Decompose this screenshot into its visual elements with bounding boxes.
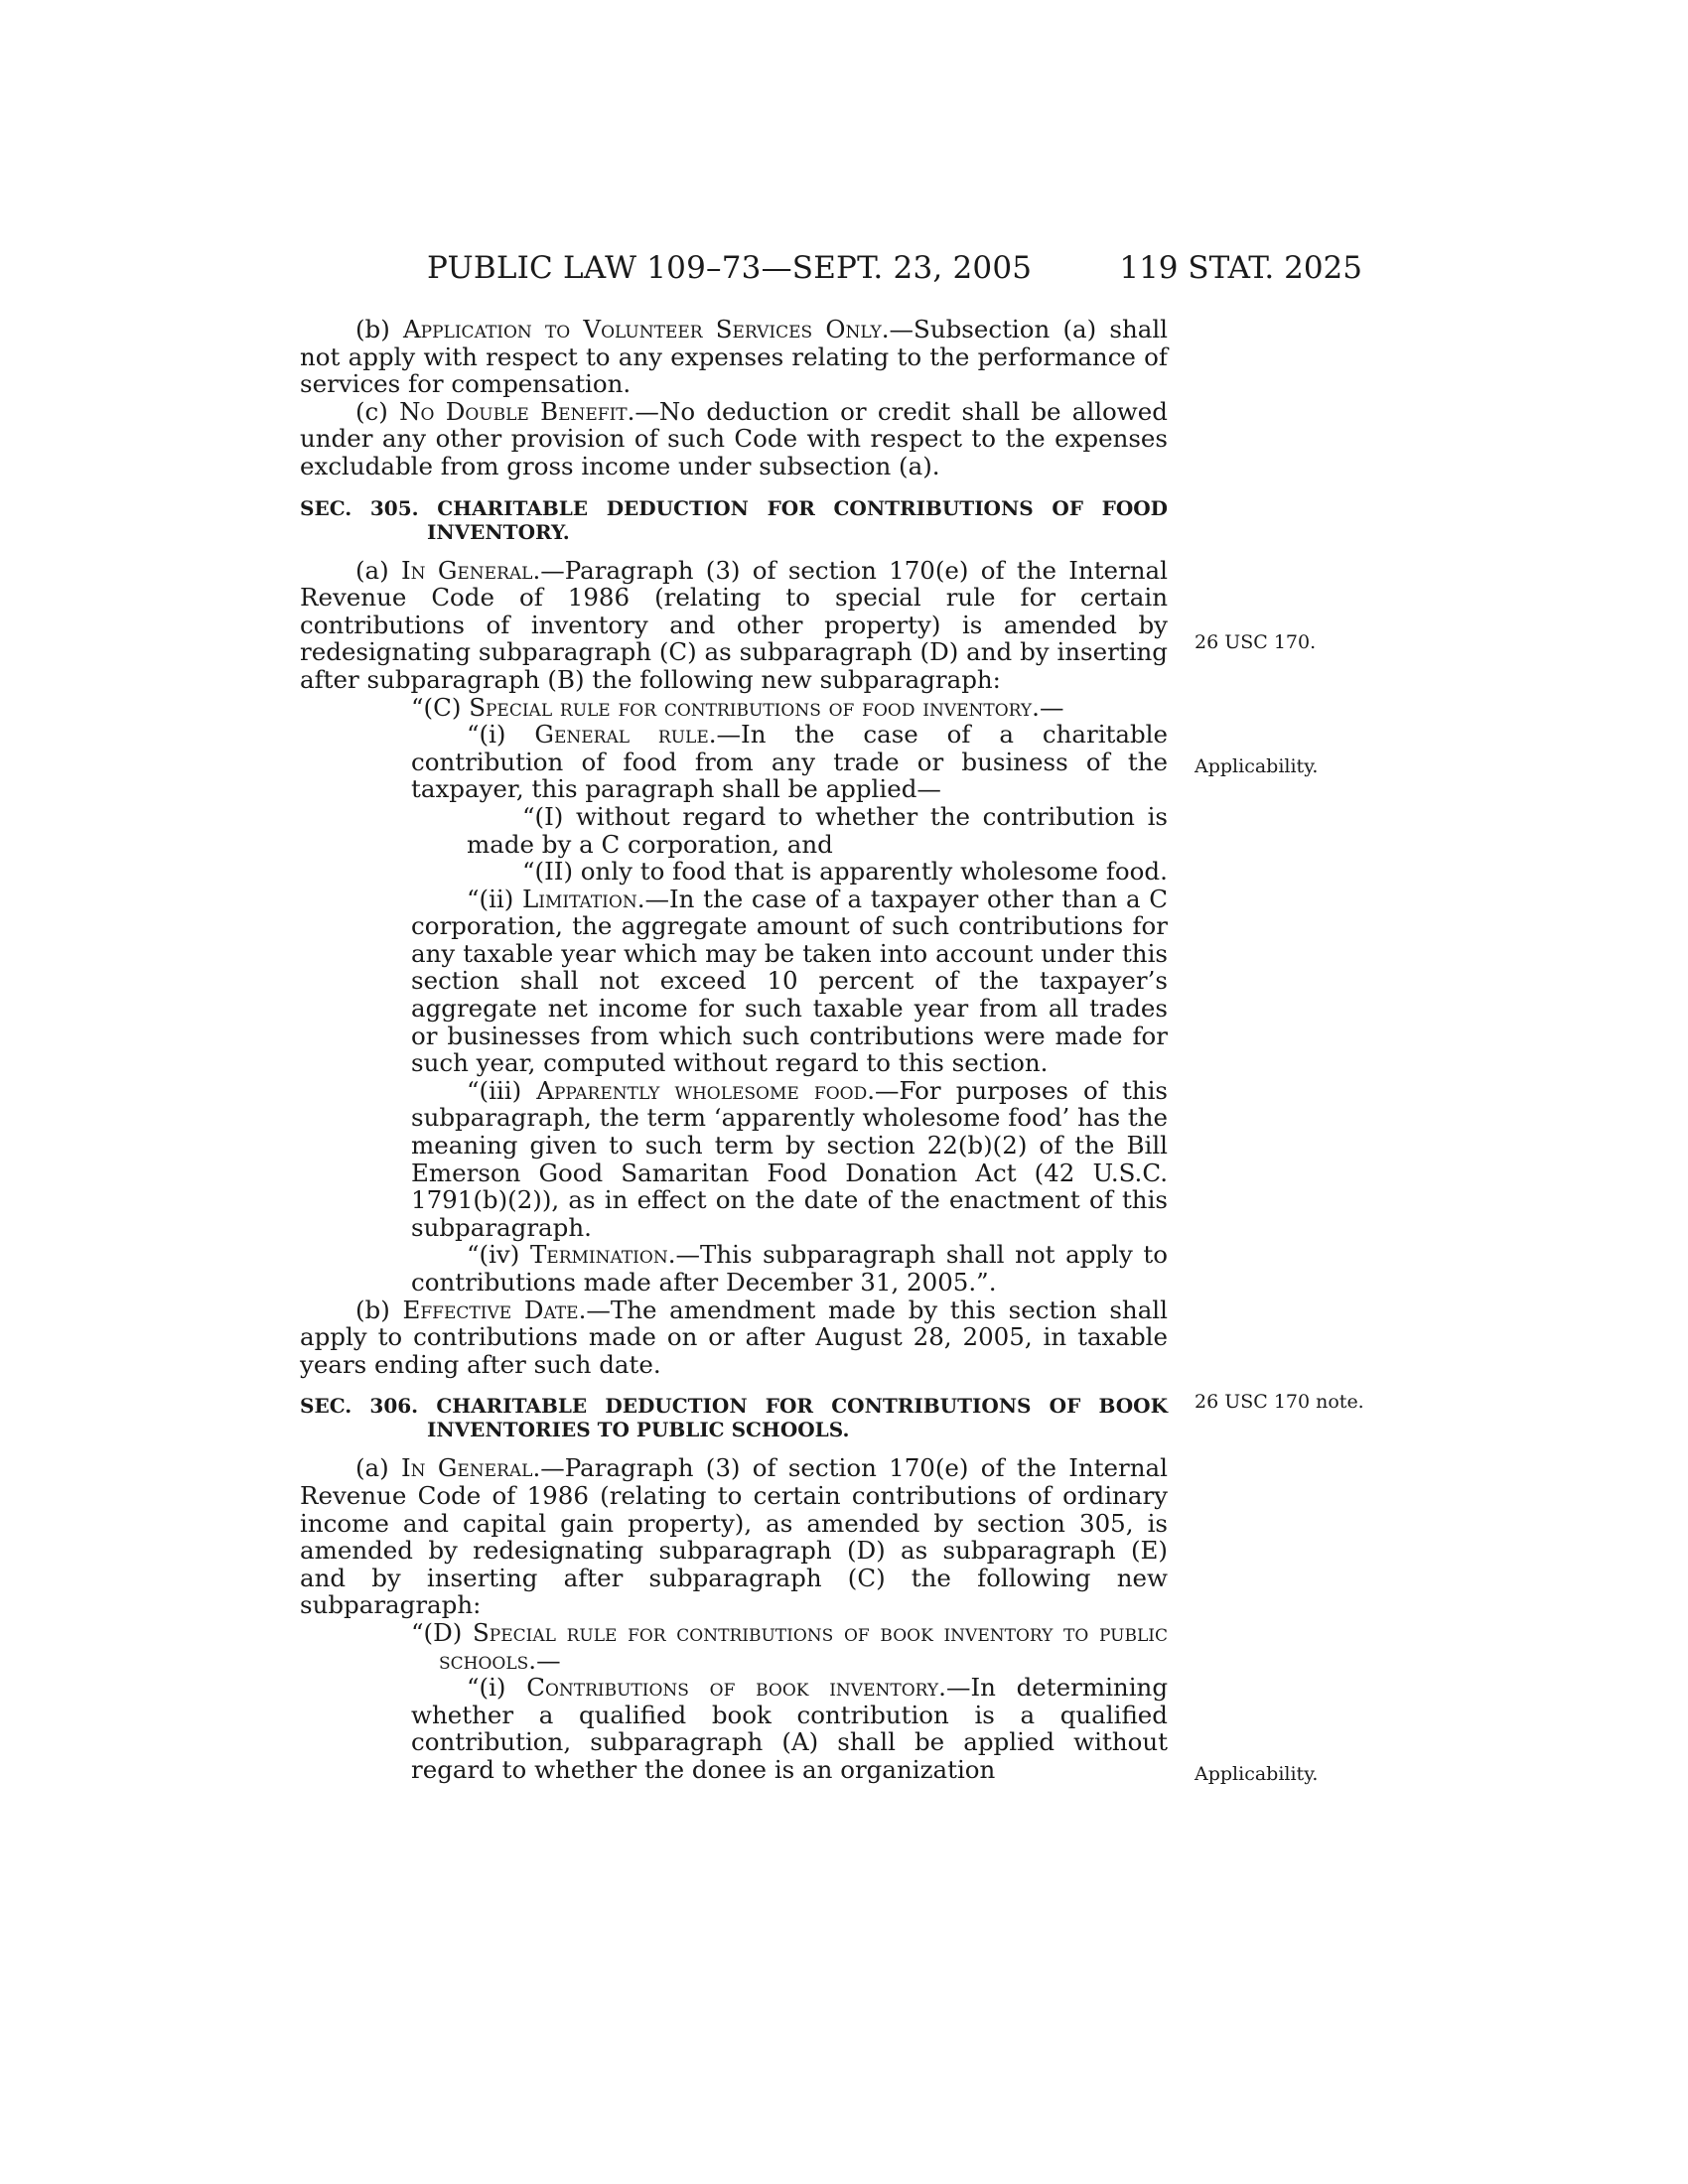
margin-note-26-usc-170: 26 USC 170.	[1195, 631, 1317, 653]
margin-note-applicability-2: Applicability.	[1195, 1763, 1319, 1785]
section-305-clauses	[411, 886, 1168, 1297]
subclause-I: “(I) without regard to whether the contribution is made by a C corporation, and	[467, 801, 1168, 859]
section-305-a: (a) In General.—Paragraph (3) of section 170(e) of the Internal Revenue Code of 1986 (relating to special rule for certain contributions of inventory and other property) is amended by redesignating subparagraph (C) as subparagraph (D) and by inserting after subparagraph (B) the following new subparagraph:	[300, 555, 1168, 694]
section-305-subclauses	[467, 803, 1168, 886]
clause-heading: General rule	[534, 720, 709, 750]
section-305-subparagraph-c: “(C) Special rule for contributions of food inventory.—	[411, 692, 1064, 722]
section-305-heading: SEC. 305. CHARITABLE DEDUCTION FOR CONTRIBUTIONS OF FOOD INVENTORY.	[300, 495, 1168, 544]
section-306-subparagraph-d: “(D) Special rule for contributions of book inventory to public schools.—	[411, 1617, 1168, 1675]
clause-heading: Contributions of book inventory	[526, 1673, 939, 1703]
page-header	[298, 250, 1362, 290]
subsection-heading: Effective Date	[402, 1295, 579, 1324]
section-305-b-effective-date: (b) Effective Date.—The amendment made by this section shall apply to contributions made on or after August 28, 2005, in taxable years ending after such date.	[300, 1295, 1168, 1379]
clause-iv-termination: “(iv) Termination.—This subparagraph shall not apply to contributions made after December 31, 2005.”.	[411, 1240, 1169, 1297]
section-306-clause-i: “(i) Contributions of book inventory.—In determining whether a qualified book contribution is a qualified contribution, subparagraph (A) shall be applied without regard to whether the donee is an organization	[411, 1673, 1169, 1784]
subsection-heading: In General	[401, 555, 533, 585]
subsection-b-volunteer: (b) Application to Volunteer Services Only.—Subsection (a) shall not apply with respect to any expenses relating to the performance of services for compensation.	[300, 315, 1168, 399]
subsection-heading: In General	[401, 1453, 533, 1483]
header-stat-page: 119 STAT. 2025	[1119, 250, 1362, 286]
subclause-II: “(II) only to food that is apparently wholesome food.	[522, 857, 1168, 887]
subsection-heading: Application to Volunteer Services Only	[402, 315, 882, 343]
subsection-heading: No Double Benefit	[399, 396, 628, 426]
clause-heading: Apparently wholesome food	[536, 1075, 868, 1105]
margin-note-26-usc-170-note: 26 USC 170 note.	[1195, 1391, 1364, 1413]
clause-iii-wholesome-food: “(iii) Apparently wholesome food.—For purposes of this subparagraph, the term ‘apparently wholesome food’ has the meaning given to such term by section 22(b)(2) of the Bill Emerson Good Samaritan Food Donation Act (42 U.S.C. 1791(b)(2)), as in effect on the date of the enactment of this subparagraph.	[411, 1075, 1168, 1242]
margin-note-applicability: Applicability.	[1195, 755, 1319, 777]
document-body	[300, 316, 1168, 1784]
subsection-c-double-benefit: (c) No Double Benefit.—No deduction or credit shall be allowed under any other provision of such Code with respect to the expenses excludable from gross income under subsection (a).	[300, 396, 1168, 480]
subparagraph-heading: Special rule for contributions of food inventory	[469, 692, 1033, 722]
section-306-a: (a) In General.—Paragraph (3) of section 170(e) of the Internal Revenue Code of 1986 (relating to certain contributions of ordinary income and capital gain property), as amended by section 305, is amended by redesignating subparagraph (D) as subparagraph (E) and by inserting after subparagraph (C) the following new subparagraph:	[300, 1453, 1168, 1620]
section-305-clause-i: “(i) General rule.—In the case of a charitable contribution of food from any trade or business of the taxpayer, this paragraph shall be applied—	[411, 720, 1169, 804]
section-306-heading: SEC. 306. CHARITABLE DEDUCTION FOR CONTRIBUTIONS OF BOOK INVENTORIES TO PUBLIC SCHOOLS.	[300, 1394, 1168, 1442]
clause-ii-limitation: “(ii) Limitation.—In the case of a taxpayer other than a C corporation, the aggregate amount of such contributions for any taxable year which may be taken into account under this section shall not exceed 10 percent of the taxpayer’s aggregate net income for such taxable year from all trades or businesses from which such contributions were made for such year, computed without regard to this section.	[411, 884, 1168, 1078]
subparagraph-heading: Special rule for contributions of book inventory to public schools	[439, 1617, 1168, 1675]
clause-heading: Termination	[529, 1240, 668, 1270]
clause-heading: Limitation	[521, 884, 637, 913]
header-law-title: PUBLIC LAW 109–73—SEPT. 23, 2005	[427, 250, 1033, 286]
